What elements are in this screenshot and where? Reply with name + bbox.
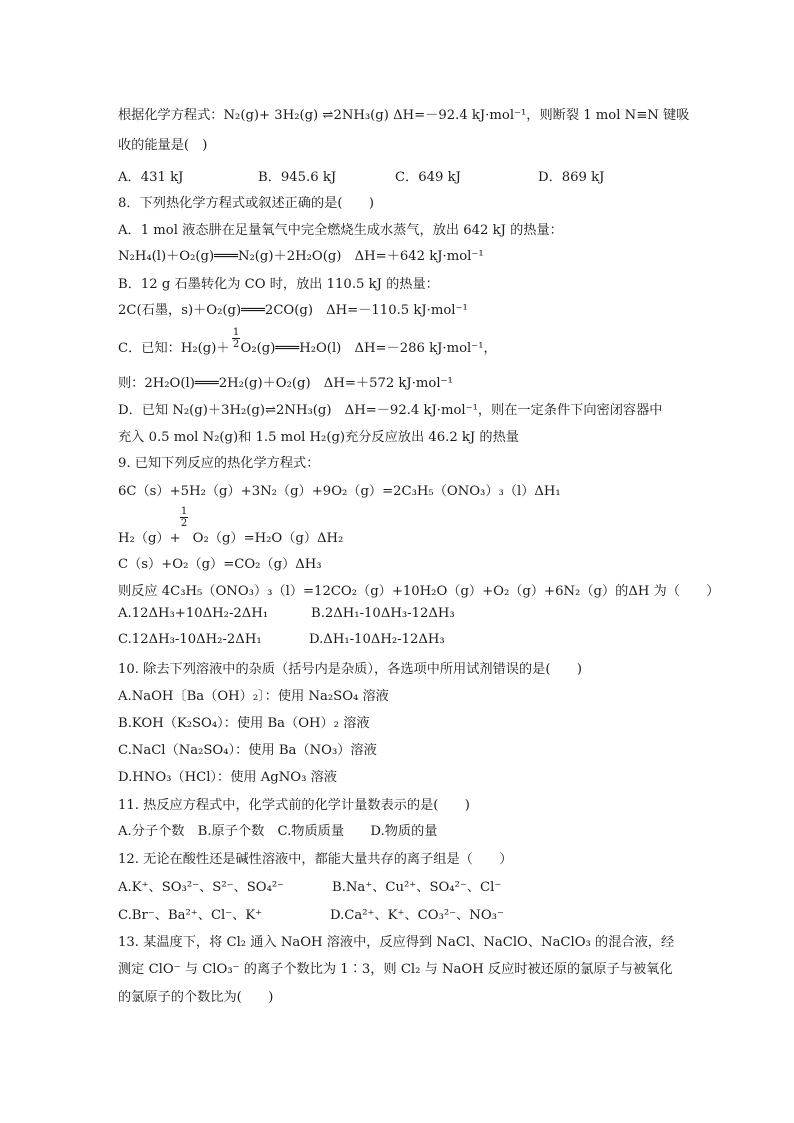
q8-option-a-line1: A．1 mol 液态肼在足量氧气中完全燃烧生成水蒸气，放出 642 kJ 的热量： — [118, 223, 563, 238]
q7-option-b: B．945.6 kJ — [258, 170, 337, 185]
q7-stem-line1: 根据化学方程式：N₂(g)+ 3H₂(g) ⇌2NH₃(g) ΔH=－92.4 kJ·mol⁻¹，则断裂 1 mol N≡N 键吸 — [118, 108, 690, 123]
q7-option-d: D．869 kJ — [538, 170, 605, 185]
q13-line1: 13. 某温度下，将 Cl₂ 通入 NaOH 溶液中，反应得到 NaCl、NaClO、NaClO₃ 的混合液，经 — [118, 935, 675, 950]
q7-stem-line2: 收的能量是( ) — [118, 138, 208, 153]
q9-option-d: D.ΔH₁-10ΔH₂-12ΔH₃ — [309, 632, 445, 647]
q8-c-pre: C．已知：H₂(g)＋ — [118, 341, 230, 356]
q8-option-d-line1: D．已知 N₂(g)＋3H₂(g)⇌2NH₃(g) ΔH=－92.4 kJ·mol⁻¹，则在一定条件下向密闭容器中 — [118, 403, 663, 418]
q9-stem: 9. 已知下列反应的热化学方程式： — [118, 456, 320, 471]
q10-option-d: D.HNO₃（HCl）：使用 AgNO₃ 溶液 — [118, 770, 337, 785]
q12-stem: 12. 无论在酸性还是碱性溶液中，都能大量共存的离子组是（ ） — [118, 852, 513, 867]
q8-option-c-line2: 则：2H₂O(l)═══2H₂(g)＋O₂(g) ΔH=＋572 kJ·mol⁻¹ — [118, 376, 453, 391]
q10-option-c: C.NaCl（Na₂SO₄）：使用 Ba（NO₃）溶液 — [118, 743, 377, 758]
q10-option-b: B.KOH（K₂SO₄）：使用 Ba（OH）₂ 溶液 — [118, 716, 370, 731]
q9-option-b: B.2ΔH₁-10ΔH₃-12ΔH₃ — [311, 606, 455, 621]
q10-stem: 10. 除去下列溶液中的杂质（括号内是杂质），各选项中所用试剂错误的是( ) — [118, 662, 583, 677]
q8-option-a-line2: N₂H₄(l)＋O₂(g)═══N₂(g)＋2H₂O(g) ΔH=＋642 kJ·mol⁻¹ — [118, 249, 484, 264]
q8-c-post: O₂(g)═══H₂O(l) ΔH=－286 kJ·mol⁻¹， — [240, 341, 497, 356]
q13-line2: 测定 ClO⁻ 与 ClO₃⁻ 的离子个数比为 1∶3，则 Cl₂ 与 NaOH 反应时被还原的氯原子与被氧化 — [118, 962, 673, 977]
q9-option-a: A.12ΔH₃+10ΔH₂-2ΔH₁ — [118, 606, 269, 621]
q8-option-b-line1: B．12 g 石墨转化为 CO 时，放出 110.5 kJ 的热量： — [118, 277, 439, 292]
q7-option-a: A．431 kJ — [118, 170, 184, 185]
q8-stem: 8．下列热化学方程式或叙述正确的是( ) — [118, 196, 375, 211]
q8-c-fraction: $\frac{1}{2}$ — [232, 327, 240, 350]
q12-option-c: C.Br⁻、Ba²⁺、Cl⁻、K⁺ — [118, 908, 263, 923]
q9-option-c: C.12ΔH₃-10ΔH₂-2ΔH₁ — [118, 632, 262, 647]
q9-eq2-fraction: $\frac{1}{2}$ — [180, 506, 188, 529]
q9-eq1: 6C（s）+5H₂（g）+3N₂（g）+9O₂（g）=2C₃H₅（ONO₃）₃（l）ΔH₁ — [118, 484, 561, 499]
q13-line3: 的氯原子的个数比为( ) — [118, 990, 274, 1005]
q8-option-d-line2: 充入 0.5 mol N₂(g)和 1.5 mol H₂(g)充分反应放出 46.2 kJ 的热量 — [118, 430, 519, 445]
q9-eq3: C（s）+O₂（g）=CO₂（g）ΔH₃ — [118, 557, 322, 572]
q8-option-c-line1 — [118, 337, 497, 356]
q9-eq2: H₂（g）+ O₂（g）=H₂O（g）ΔH₂ — [118, 531, 344, 546]
q7-option-c: C．649 kJ — [395, 170, 461, 185]
q11-options: A.分子个数 B.原子个数 C.物质质量 D.物质的量 — [118, 824, 438, 839]
q12-option-b: B.Na⁺、Cu²⁺、SO₄²⁻、Cl⁻ — [332, 880, 502, 895]
q11-stem: 11. 热反应方程式中，化学式前的化学计量数表示的是( ) — [118, 798, 470, 813]
q10-option-a: A.NaOH〔Ba（OH）₂〕：使用 Na₂SO₄ 溶液 — [118, 689, 389, 704]
q8-option-b-line2: 2C(石墨，s)＋O₂(g)═══2CO(g) ΔH=－110.5 kJ·mol⁻¹ — [118, 303, 468, 318]
q12-option-a: A.K⁺、SO₃²⁻、S²⁻、SO₄²⁻ — [118, 880, 285, 895]
q12-option-d: D.Ca²⁺、K⁺、CO₃²⁻、NO₃⁻ — [330, 908, 504, 923]
q9-question: 则反应 4C₃H₅（ONO₃）₃（l）=12CO₂（g）+10H₂O（g）+O₂（g）+6N₂（g）的ΔH 为（ ） — [118, 584, 720, 599]
